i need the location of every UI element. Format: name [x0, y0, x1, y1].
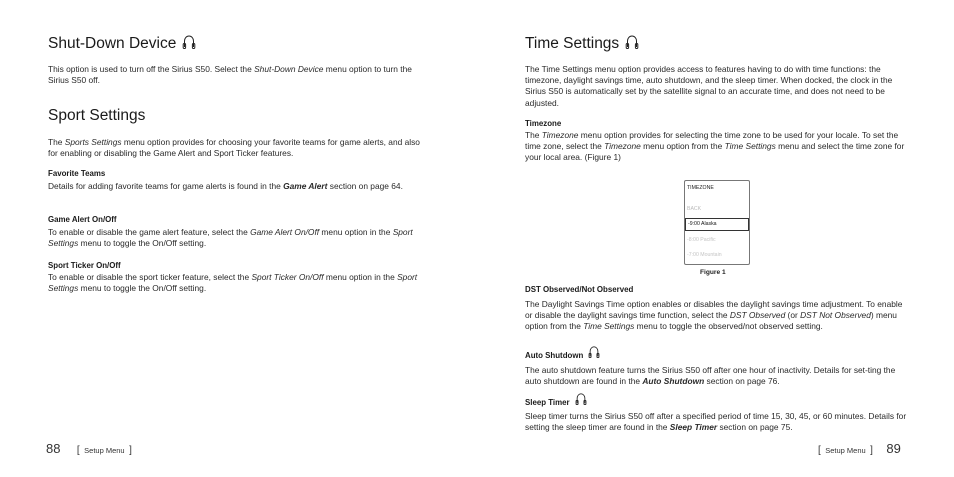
headphones-icon	[588, 345, 600, 361]
right-footer: [ Setup Menu ] 89	[818, 441, 901, 456]
figure-selected-item: -9:00 Alaska	[685, 218, 749, 231]
figure-option-item: -7:00 Mountain	[687, 252, 722, 258]
sport-paragraph: The Sports Settings menu option provides for choosing your favorite teams for game alerts, and also for enabling or disabling the Game Alert and Sport Ticker features.	[48, 137, 420, 159]
figure-back-item: BACK	[687, 206, 702, 212]
auto-shutdown-paragraph: The auto shutdown feature turns the Sirius S50 off after one hour of inactivity. Details for set-ting the auto shutdown are found in the Auto Shutdown section on page 76.	[525, 365, 896, 387]
shutdown-paragraph: This option is used to turn off the Sirius S50. Select the Shut-Down Device menu option to turn the Sirius S50 off.	[48, 64, 412, 86]
sport-title: Sport Settings	[48, 107, 146, 124]
sleep-timer-paragraph: Sleep timer turns the Sirius S50 off after a specified period of time 15, 30, 45, or 60 minutes. Details for setting the sleep timer are found in the Sleep Timer section on page 75.	[525, 411, 907, 433]
sport-ticker-paragraph: To enable or disable the sport ticker feature, select the Sport Ticker On/Off menu option in the Sport Settings menu to toggle the On/Off setting.	[48, 272, 418, 294]
shutdown-title: Shut-Down Device	[48, 36, 196, 54]
favorite-teams-heading: Favorite Teams	[48, 169, 106, 178]
headphones-icon	[182, 34, 196, 54]
running-header: Setup Menu	[84, 446, 125, 455]
sport-ticker-heading: Sport Ticker On/Off	[48, 261, 121, 270]
dst-paragraph: The Daylight Savings Time option enables or disables the daylight savings time adjustment. To enable or disable the daylight savings time function, select the DST Observed (or DST Not Observed) menu option from the Time Settings menu to toggle the observed/not observed setting.	[525, 299, 903, 332]
running-header: Setup Menu	[825, 446, 866, 455]
figure-screen-title: TIMEZONE	[687, 185, 714, 191]
page-number: 89	[886, 441, 901, 456]
figure-option-item: -8:00 Pacific	[687, 237, 716, 243]
sleep-timer-heading: Sleep Timer	[525, 398, 587, 408]
dst-heading: DST Observed/Not Observed	[525, 285, 634, 294]
timezone-heading: Timezone	[525, 119, 562, 128]
headphones-icon	[625, 34, 639, 54]
time-settings-paragraph: The Time Settings menu option provides access to features having to do with time functions: the timezone, daylight savings time, auto shutdown, and the sleep timer. When docked, the clock in the Sirius S50 is automatically set by the satellite signal to an accurate time, and does not need to be adjusted.	[525, 64, 893, 108]
favorite-teams-paragraph: Details for adding favorite teams for game alerts is found in the Game Alert section on page 64.	[48, 181, 403, 191]
figure-caption: Figure 1	[700, 269, 726, 276]
headphones-icon	[575, 392, 587, 408]
auto-shutdown-heading: Auto Shutdown	[525, 351, 600, 361]
timezone-screen-figure	[684, 180, 750, 265]
page-number: 88	[46, 441, 61, 456]
left-page	[48, 0, 430, 477]
game-alert-paragraph: To enable or disable the game alert feature, select the Game Alert On/Off menu option in the Sport Settings menu to toggle the On/Off setting.	[48, 227, 413, 249]
left-footer: 88 [ Setup Menu ]	[46, 441, 132, 456]
timezone-paragraph: The Timezone menu option provides for selecting the time zone to be used for your locale. To set the time zone, select the Timezone menu option from the Time Settings menu and select the time zone for your local area. (Figure 1)	[525, 130, 905, 163]
game-alert-heading: Game Alert On/Off	[48, 215, 117, 224]
time-settings-title: Time Settings	[525, 36, 639, 54]
